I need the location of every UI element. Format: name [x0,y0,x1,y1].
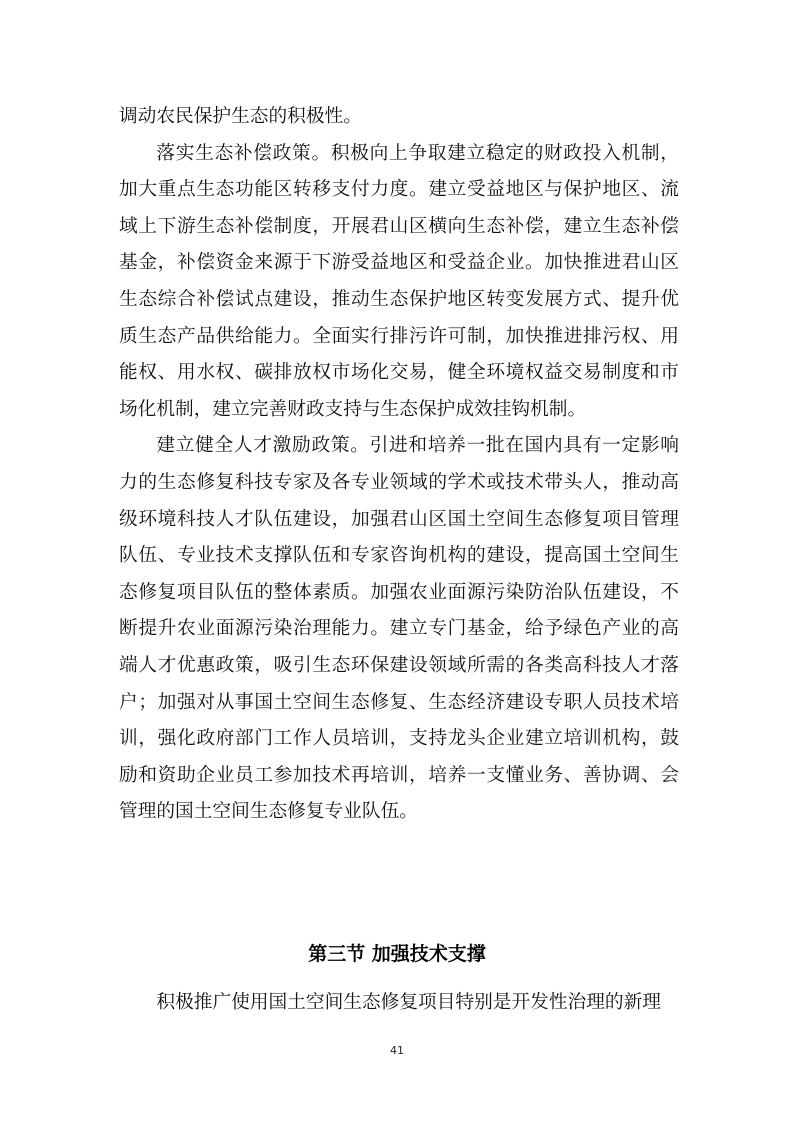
paragraph-continuation: 调动农民保护生态的积极性。 [119,106,362,127]
paragraph-technical-support-text: 积极推广使用国土空间生态修复项目特别是开发性治理的新理 [156,992,661,1013]
section-heading: 第三节 加强技术支撑 [308,943,486,965]
paragraph-talent-incentive: 建立健全人才激励政策。引进和培养一批在国内具有一定影响力的生态修复科技专家及各专业领域的学术或技术带头人，推动高级环境科技人才队伍建设，加强君山区国土空间生态修复项目管理队伍、专业技术支撑队伍和专家咨询机构的建设，提高国土空间生态修复项目队伍的整体素质。加强农业面源污染防治队伍建设，不断提升农业面源污染治理能力。建立专门基金，给予绿色产业的高端人才优惠政策，吸引生态环保建设领域所需的各类高科技人才落户；加强对从事国土空间生态修复、生态经济建设专职人员技术培训，强化政府部门工作人员培训，支持龙头企业建立培训机构，鼓励和资助企业员工参加技术再培训，培养一支懂业务、善协调、会管理的国土空间生态修复专业队伍。 [119,435,679,823]
page-number: 41 [390,1044,404,1057]
paragraph-ecological-compensation: 落实生态补偿政策。积极向上争取建立稳定的财政投入机制，加大重点生态功能区转移支付力度。建立受益地区与保护地区、流域上下游生态补偿制度，开展君山区横向生态补偿，建立生态补偿基金，补偿资金来源于下游受益地区和受益企业。加快推进君山区生态综合补偿试点建设，推动生态保护地区转变发展方式、提升优质生态产品供给能力。全面实行排污许可制，加快推进排污权、用能权、用水权、碳排放权市场化交易，健全环境权益交易制度和市场化机制，建立完善财政支持与生态保护成效挂钩机制。 [119,142,679,420]
paragraph-technical-support [119,985,679,1022]
body-text [119,99,679,831]
